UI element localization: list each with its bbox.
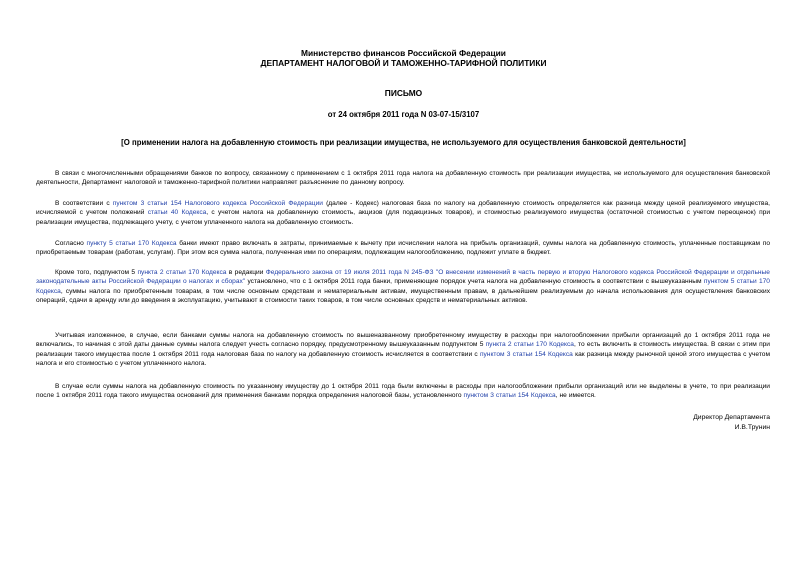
link-article-170-p2[interactable]: пункта 2 статьи 170 Кодекса xyxy=(137,269,227,276)
paragraph-text: В связи с многочисленными обращениями банков по вопросу, связанному с применением с 1 октября 2011 года налога на добавленную стоимость при реализации имущества, не используемого для осуществления банковской деятельности, Департамент налоговой и таможенно-тарифной политики направляет разъяснение по данному вопросу. xyxy=(36,170,770,187)
paragraph-4 xyxy=(36,268,770,306)
paragraph-1 xyxy=(36,169,770,188)
link-article-170-p2[interactable]: пункта 2 статьи 170 Кодекса xyxy=(485,341,574,349)
link-article-154-p3[interactable]: пунктом 3 статьи 154 Кодекса xyxy=(463,392,556,400)
paragraph-6 xyxy=(36,382,770,401)
paragraph-3 xyxy=(36,239,770,258)
link-article-154-tax-code[interactable]: пунктом 3 статьи 154 Налогового кодекса Российской Федерации xyxy=(112,200,323,207)
paragraph-text: Учитывая изложенное, в случае, если банками суммы налога на добавленную стоимость по вышеназванному приобретенному имуществу в расходы при налогообложении прибыли организаций до 1 октября 2011 года не включались, то начиная с этой даты данные суммы налога следует учесть согласно порядку, предусмотренному вышеуказанным подпунктом 5 xyxy=(36,332,770,349)
link-article-170-p5[interactable]: пункту 5 статьи 170 Кодекса xyxy=(86,240,177,247)
ministry-name: Министерство финансов Российской Федерации xyxy=(301,48,506,58)
paragraph-text: в редакции xyxy=(226,269,266,276)
paragraph-text: , не имеется. xyxy=(555,392,596,400)
paragraph-5 xyxy=(36,331,770,369)
link-article-40[interactable]: статьи 40 Кодекса xyxy=(147,209,207,217)
paragraph-text: (далее - Кодекс) налоговая база по налогу на добавленную стоимость определяется как разница между ценой реализуемого имущества, исчисляемой с учетом положений xyxy=(36,200,770,217)
signature-title: Директор Департамента xyxy=(693,414,770,421)
paragraph-text: , суммы налога по приобретенным товарам, в том числе основным средствам и нематериальным активам, имущественным правам, в дальнейшем реализуемым до начала использования для осуществления банковских операций, сдачи в аренду или до введения в эксплуатацию, учитывают в стоимости таких товаров, в том числе основных средств и нематериальных активов. xyxy=(36,287,770,305)
link-article-154-p3[interactable]: пунктом 3 статьи 154 Кодекса xyxy=(479,350,573,358)
paragraph-text: , с учетом налога на добавленную стоимость, акцизов (для подакцизных товаров), и стоимостью реализуемого имущества (остаточной стоимостью с учетом переоценок) при реализации имущества, подлежащего учету, с учетом уплаченного налога на добавленную стоимость. xyxy=(36,209,770,226)
paragraph-text: В случае если суммы налога на добавленную стоимость по указанному имуществу до 1 октября 2011 года были включены в расходы при налогообложении прибыли организаций или не выделены в учете, то при реализации после 1 октября 2011 года такого имущества оснований для применения банками порядка определения налоговой базы, установленного xyxy=(36,383,770,400)
paragraph-text: банки имеют право включать в затраты, принимаемые к вычету при исчислении налога на прибыль организаций, суммы налога на добавленную стоимость, уплаченные поставщикам по приобретаемым товарам (работам, услугам). При этом вся сумма налога, полученная ими по операциям, подлежащим налогообложению, подлежит уплате в бюджет. xyxy=(36,240,770,257)
paragraph-2 xyxy=(36,199,770,227)
document-date-number: от 24 октября 2011 года N 03-07-15/3107 xyxy=(327,110,480,119)
paragraph-text: Кроме того, подпунктом 5 xyxy=(55,269,138,276)
link-article-170-p5[interactable]: пунктом 5 статьи 170 Кодекса xyxy=(36,278,770,295)
document-type: ПИСЬМО xyxy=(384,88,423,98)
paragraph-text: Согласно xyxy=(55,240,87,247)
paragraph-text: как разница между рыночной ценой этого имущества с учетом налога и его стоимостью с учетом уплаченного налога. xyxy=(36,350,770,368)
paragraph-text: установлено, что с 1 октября 2011 года банки, применяющие порядок учета налога на добавленную стоимость в соответствии с вышеуказанным xyxy=(245,278,704,286)
department-name: ДЕПАРТАМЕНТ НАЛОГОВОЙ И ТАМОЖЕННО-ТАРИФНОЙ ПОЛИТИКИ xyxy=(260,58,547,68)
signature-name: И.В.Трунин xyxy=(734,424,770,431)
link-federal-law-245[interactable]: Федерального закона от 19 июля 2011 года N 245-ФЗ "О внесении изменений в часть первую и вторую Налогового кодекса Российской Федерации и отдельные законодательные акты Российской Федерации о налогах и сборах" xyxy=(36,269,770,286)
document-subject: [О применении налога на добавленную стоимость при реализации имущества, не используемого для осуществления банковской деятельности] xyxy=(121,138,686,147)
paragraph-text: В соответствии с xyxy=(55,200,113,207)
paragraph-text: , то есть включить в стоимость имущества. В связи с этим при реализации такого имущества после 1 октября 2011 года налоговая база по налогу на добавленную стоимость исчисляется в соответствии с xyxy=(36,341,770,358)
